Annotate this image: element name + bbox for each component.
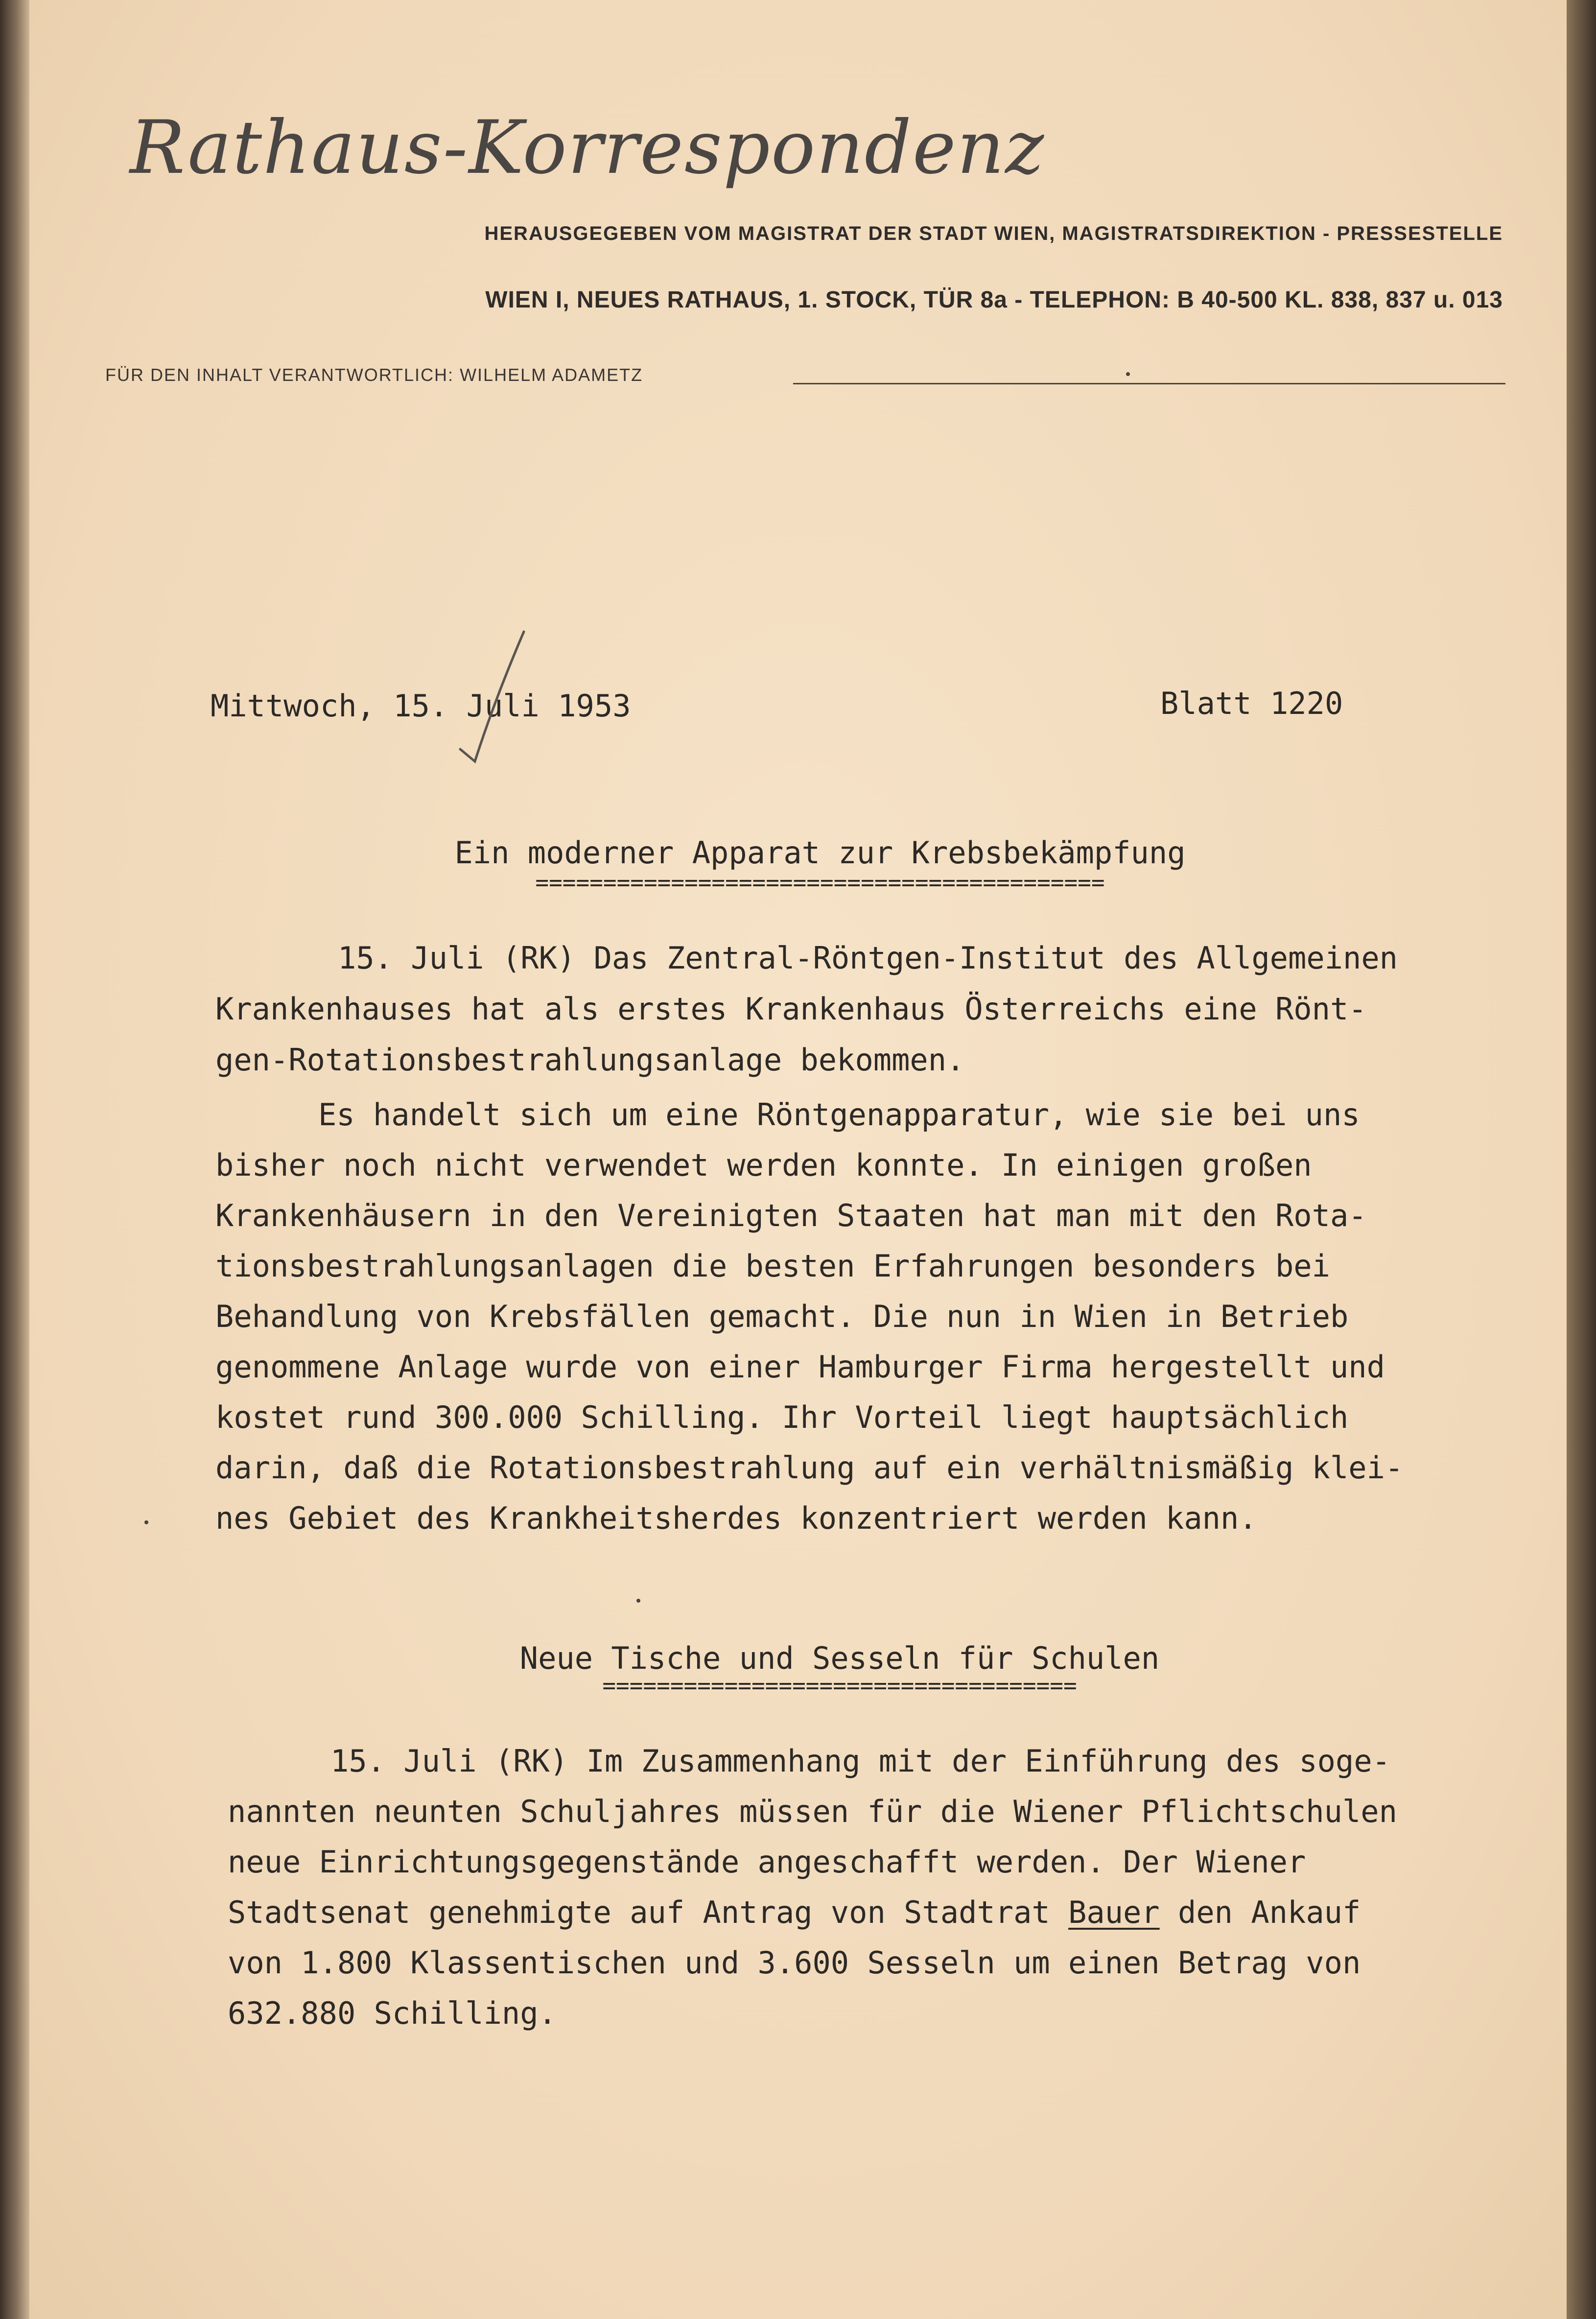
dateline: Mittwoch, 15. Juli 1953 (211, 688, 631, 724)
text-line: Krankenhäusern in den Vereinigten Staaten hat man mit den Rota- (215, 1198, 1367, 1233)
text-line: nannten neunten Schuljahres müssen für die Wiener Pflichtschulen (228, 1794, 1397, 1829)
text-line: von 1.800 Klassentischen und 3.600 Sesseln um einen Betrag von (228, 1945, 1361, 1981)
text-fragment: Stadtsenat genehmigte auf Antrag von Stadtrat (228, 1894, 1069, 1930)
article-1-headline-rule: ========================================== (535, 869, 1105, 896)
address-line: WIEN I, NEUES RATHAUS, 1. STOCK, TÜR 8a - TELEPHON: B 40-500 KL. 838, 837 u. 013 (485, 287, 1503, 313)
book-binding-left (0, 0, 29, 2319)
text-line: darin, daß die Rotationsbestrahlung auf ein verhältnismäßig klei- (215, 1450, 1404, 1486)
text-line: 15. Juli (RK) Das Zentral-Röntgen-Institut des Allgemeinen (338, 940, 1398, 976)
text-fragment: den Ankauf (1159, 1894, 1361, 1930)
text-line: Behandlung von Krebsfällen gemacht. Die nun in Wien in Betrieb (215, 1299, 1349, 1334)
text-line: gen-Rotationsbestrahlungsanlage bekommen. (215, 1042, 965, 1078)
text-line: Krankenhauses hat als erstes Krankenhaus Österreichs eine Rönt- (215, 991, 1367, 1027)
sheet-number: Blatt 1220 (1160, 686, 1343, 721)
text-line: 15. Juli (RK) Im Zusammenhang mit der Einführung des soge- (330, 1743, 1390, 1779)
publisher-line: HERAUSGEGEBEN VOM MAGISTRAT DER STADT WIEN, MAGISTRATSDIREKTION - PRESSESTELLE (484, 223, 1503, 244)
text-line: Es handelt sich um eine Röntgenapparatur, wie sie bei uns (318, 1097, 1360, 1133)
text-line: tionsbestrahlungsanlagen die besten Erfahrungen besonders bei (215, 1248, 1330, 1284)
text-line: genommene Anlage wurde von einer Hamburger Firma hergestellt und (215, 1349, 1385, 1385)
article-2-paragraph-1 (228, 1736, 1525, 2038)
text-line: 632.880 Schilling. (228, 1995, 557, 2031)
text-line (228, 1887, 1525, 1938)
text-line: nes Gebiet des Krankheitsherdes konzentriert werden kann. (215, 1500, 1257, 1536)
article-1-paragraph-2 (215, 1089, 1537, 1543)
article-2-headline-rule: =================================== (602, 1672, 1077, 1699)
article-2-headline: Neue Tische und Sesseln für Schulen (519, 1640, 1160, 1676)
article-1-paragraph-1 (215, 933, 1537, 1086)
text-line: bisher noch nicht verwendet werden konnte. In einigen großen (215, 1147, 1312, 1183)
ink-speck (1126, 372, 1130, 376)
ink-speck (636, 1599, 640, 1603)
responsible-editor-line: FÜR DEN INHALT VERANTWORTLICH: WILHELM ADAMETZ (105, 365, 643, 385)
article-1-headline: Ein moderner Apparat zur Krebsbekämpfung (454, 835, 1186, 871)
header-rule (793, 383, 1505, 384)
ink-speck (144, 1520, 148, 1524)
pencil-check-mark (455, 627, 529, 764)
book-edge-right (1567, 0, 1596, 2319)
text-line: kostet rund 300.000 Schilling. Ihr Vorteil liegt hauptsächlich (215, 1399, 1349, 1435)
underlined-name: Bauer (1068, 1894, 1160, 1930)
text-line: neue Einrichtungsgegenstände angeschafft werden. Der Wiener (228, 1844, 1306, 1880)
masthead-title: Rathaus-Korrespondenz (130, 105, 1045, 190)
